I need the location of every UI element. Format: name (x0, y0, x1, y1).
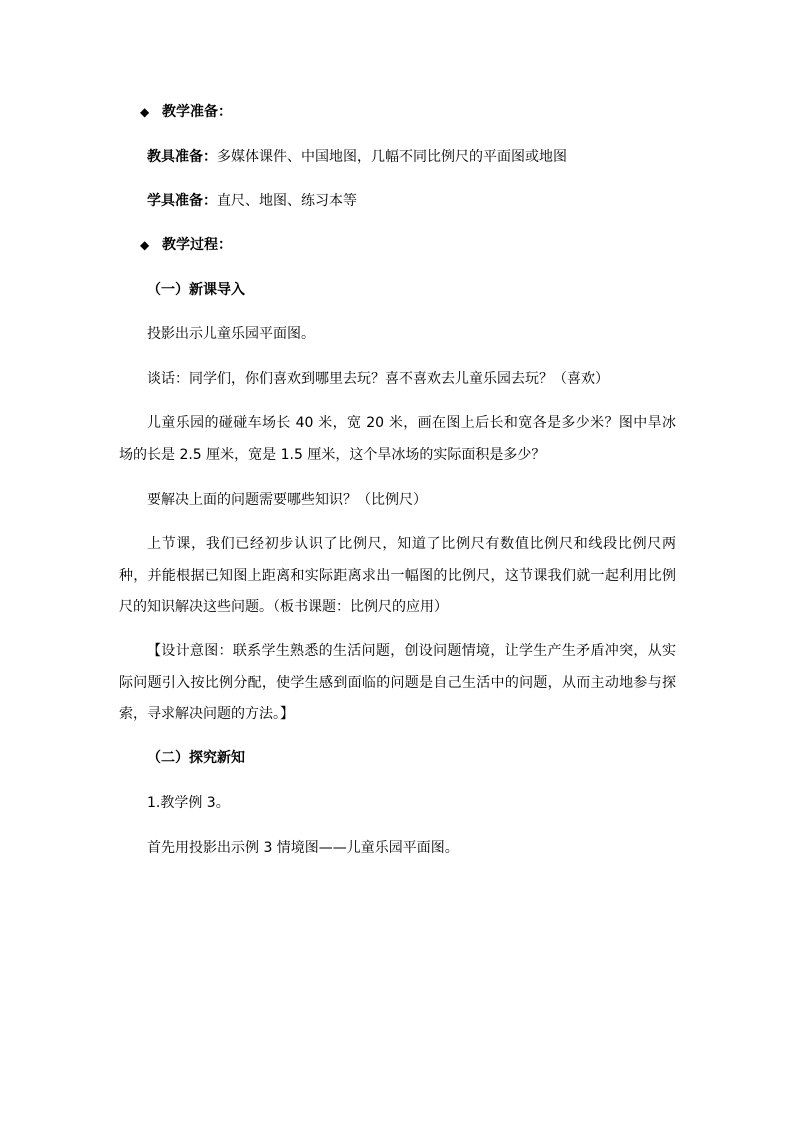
diamond-bullet-icon: ◆ (140, 238, 150, 252)
paragraph-projection: 投影出示儿童乐园平面图。 (147, 326, 315, 342)
section-title-intro: （一）新课导入 (147, 282, 245, 298)
paragraph-knowledge-question: 要解决上面的问题需要哪些知识？（比例尺） (147, 492, 427, 508)
paragraph-example-3: 1.教学例 3。 (147, 795, 230, 811)
paragraph-previous-lesson: 上节课，我们已经初步认识了比例尺，知道了比例尺有数值比例尺和线段比例尺两种，并能根据已知图上距离和实际距离求出一幅图的比例尺，这节课我们就一起利用比例尺的知识解决这些问题。（板书课题：比例尺的应用） (119, 536, 676, 615)
paragraph-design-intent: 【设计意图：联系学生熟悉的生活问题，创设问题情境，让学生产生矛盾冲突，从实际问题引入按比例分配，使学生感到面临的问题是自己生活中的问题，从而主动地参与探索，寻求解决问题的方法。】 (119, 643, 676, 722)
teaching-prep-heading (140, 102, 232, 122)
student-tools-text: 直尺、地图、练习本等 (217, 193, 357, 209)
student-tools-line (147, 191, 357, 211)
teacher-tools-label: 教具准备： (147, 149, 217, 165)
student-tools-label: 学具准备： (147, 193, 217, 209)
diamond-bullet-icon: ◆ (140, 105, 150, 119)
teaching-process-heading (140, 235, 232, 255)
teaching-process-heading-text: 教学过程： (162, 237, 232, 253)
paragraph-bumper-car-question: 儿童乐园的碰碰车场长 40 米，宽 20 米，画在图上后长和宽各是多少米？图中旱冰场的长是 2.5 厘米，宽是 1.5 厘米，这个旱冰场的实际面积是多少？ (119, 415, 676, 463)
paragraph-conversation: 谈话：同学们，你们喜欢到哪里去玩？喜不喜欢去儿童乐园去玩？（喜欢） (147, 371, 609, 387)
teacher-tools-line (147, 147, 567, 167)
teacher-tools-text: 多媒体课件、中国地图，几幅不同比例尺的平面图或地图 (217, 149, 567, 165)
section-title-explore: （二）探究新知 (147, 750, 245, 766)
paragraph-example-3-projection: 首先用投影出示例 3 情境图——儿童乐园平面图。 (147, 840, 459, 856)
teaching-prep-heading-text: 教学准备： (162, 104, 232, 120)
